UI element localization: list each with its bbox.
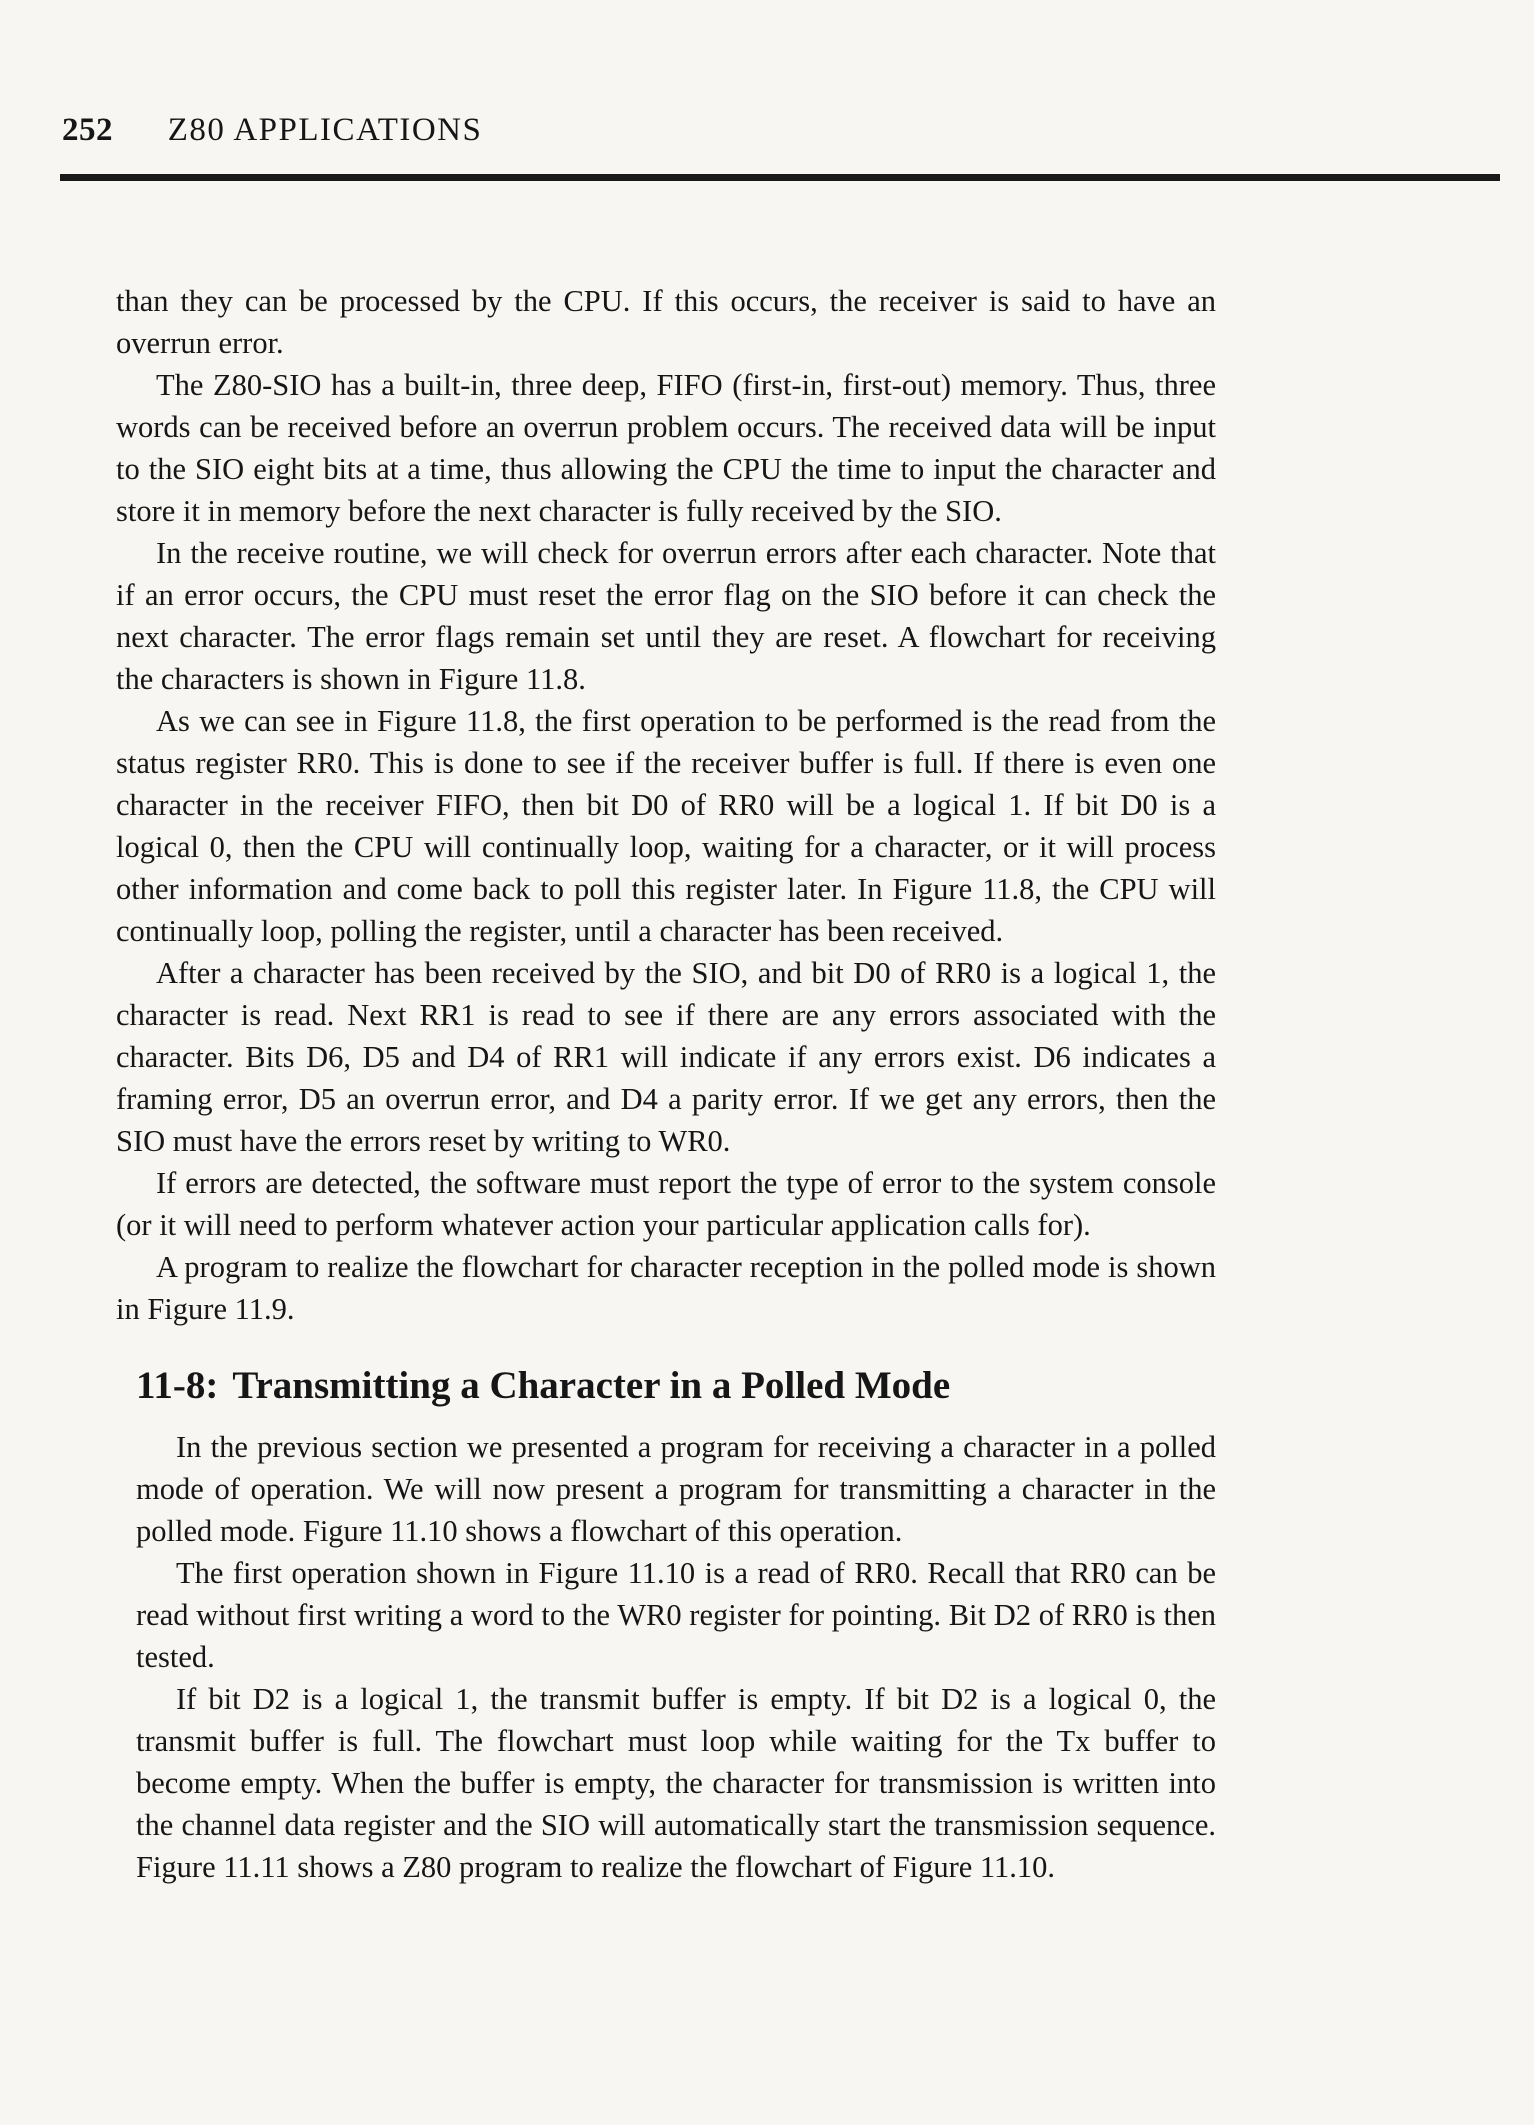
section-title: Transmitting a Character in a Polled Mode bbox=[232, 1364, 951, 1407]
section-number: 11-8: bbox=[136, 1364, 219, 1407]
paragraph: In the receive routine, we will check for overrun errors after each character. Note that if an error occurs, the CPU must reset the error flag on the SIO before it can check the next character. The error flags remain set until they are reset. A flowchart for receiving the characters is shown in Figure 11.8. bbox=[116, 536, 1216, 696]
paragraph: The first operation shown in Figure 11.10 is a read of RR0. Recall that RR0 can be read without first writing a word to the WR0 register for pointing. Bit D2 of RR0 is then tested. bbox=[136, 1556, 1216, 1674]
paragraph: The Z80-SIO has a built-in, three deep, FIFO (first-in, first-out) memory. Thus, three words can be received before an overrun problem occurs. The received data will be input to the SIO eight bits at a time, thus allowing the CPU the time to input the character and store it in memory before the next character is fully received by the SIO. bbox=[116, 368, 1216, 528]
paragraph: If errors are detected, the software must report the type of error to the system console (or it will need to perform whatever action your particular application calls for). bbox=[116, 1166, 1216, 1242]
paragraph: than they can be processed by the CPU. If this occurs, the receiver is said to have an overrun error. bbox=[116, 284, 1216, 360]
paragraph: As we can see in Figure 11.8, the first operation to be performed is the read from the status register RR0. This is done to see if the receiver buffer is full. If there is even one character in the receiver FIFO, then bit D0 of RR0 will be a logical 1. If bit D0 is a logical 0, then the CPU will continually loop, waiting for a character, or it will process other information and come back to poll this register later. In Figure 11.8, the CPU will continually loop, polling the register, until a character has been received. bbox=[116, 704, 1216, 948]
paragraph: After a character has been received by the SIO, and bit D0 of RR0 is a logical 1, the character is read. Next RR1 is read to see if there are any errors associated with the character. Bits D6, D5 and D4 of RR1 will indicate if any errors exist. D6 indicates a framing error, D5 an overrun error, and D4 a parity error. If we get any errors, then the SIO must have the errors reset by writing to WR0. bbox=[116, 956, 1216, 1158]
paragraph: If bit D2 is a logical 1, the transmit buffer is empty. If bit D2 is a logical 0, the transmit buffer is full. The flowchart must loop while waiting for the Tx buffer to become empty. When the buffer is empty, the character for transmission is written into the channel data register and the SIO will automatically start the transmission sequence. Figure 11.11 shows a Z80 program to realize the flowchart of Figure 11.10. bbox=[136, 1682, 1216, 1884]
section-body bbox=[116, 1426, 1216, 1888]
header-rule bbox=[60, 174, 1500, 181]
page-number: 252 bbox=[62, 112, 113, 148]
section-heading bbox=[136, 1362, 1216, 1410]
page-header bbox=[62, 112, 482, 149]
running-title: Z80 APPLICATIONS bbox=[167, 112, 483, 148]
paragraph: In the previous section we presented a program for receiving a character in a polled mode of operation. We will now present a program for transmitting a character in the polled mode. Figure 11.10 shows a flowchart of this operation. bbox=[136, 1430, 1216, 1548]
paragraph: A program to realize the flowchart for character reception in the polled mode is shown in Figure 11.9. bbox=[116, 1250, 1216, 1326]
body-text bbox=[116, 280, 1216, 1888]
